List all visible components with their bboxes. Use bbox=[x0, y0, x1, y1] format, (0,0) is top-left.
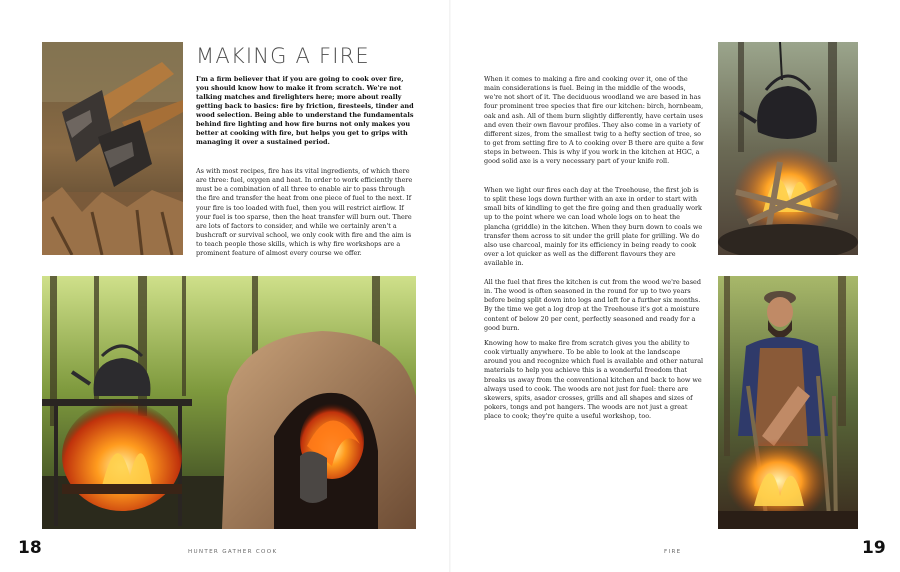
axe-photo bbox=[42, 42, 183, 255]
right-paragraph-1: When it comes to making a fire and cooking over it, one of the main considerations is fuel. Being in the middle of the woods, we're not short of it. The deciduous woodland we are based in has four prominent tree species that fire our kitchen: birch, hornbeam, oak and ash. All of them burn slightly differently, have certain uses and even their own flavour profiles. They also come in a variety of different sizes, from the smallest twig to a hefty section of tree, so to get from setting fire to A to cooking over B there are quite a few steps in between. This is why if you work in the kitchen at HGC, a good solid axe is a very necessary part of your knife roll. bbox=[484, 75, 704, 166]
right-paragraph-4: Knowing how to make fire from scratch gives you the ability to cook virtually anywhere. To be able to look at the landscape around you and recognize which fuel is available and other natural materials to help you achieve this is a wonderful freedom that breaks us away from the conventional kitchen and back to how we always used to cook. The woods are not just for fuel: there are skewers, spits, asador crosses, grills and all shapes and sizes of pokers, tongs and pot hangers. The woods are not just a great place to cook; they're quite a useful workshop, too. bbox=[484, 339, 704, 421]
cook-with-skewers-photo bbox=[718, 276, 858, 529]
right-paragraph-3: All the fuel that fires the kitchen is cut from the wood we're based in. The wood is often seasoned in the round for up to two years before being split down into logs and left for a further six months. By the time we get a log drop at the Treehouse it's got a moisture content of below 20 per cent, perfectly seasoned and ready for a good burn. bbox=[484, 278, 701, 332]
running-head-left: HUNTER GATHER COOK bbox=[188, 549, 278, 555]
running-head-right: FIRE bbox=[664, 549, 682, 555]
page-number-left: 18 bbox=[18, 538, 42, 558]
page-gutter bbox=[449, 0, 451, 572]
right-paragraph-2: When we light our fires each day at the Treehouse, the first job is to split these logs down further with an axe in order to start with small bits of kindling to get the fire going and then gradually work up to the point where we can load whole logs on to heat the plancha (griddle) in the kitchen. When they burn down to coals we transfer them across to sit under the grill plate for grilling. We do also use charcoal, mainly for its efficiency in being ready to cook over a lot quicker as well as the different flavours they are available in. bbox=[484, 186, 703, 268]
lead-paragraph: I'm a firm believer that if you are going to cook over fire, you should know how to make it from scratch. We're not talking matches and firelighters here; more about really getting back to basics: fire by friction, firesteels, tinder and wood selection. Being able to understand the fundamentals behind fire lighting and how fire burns not only makes you better at cooking with fire, but helps you get to grips with managing it over a sustained period. bbox=[196, 75, 414, 147]
kettle-oven-photo bbox=[42, 276, 416, 529]
page-title: MAKING A FIRE bbox=[196, 44, 370, 68]
kettle-campfire-photo bbox=[718, 42, 858, 255]
page-number-right: 19 bbox=[862, 538, 886, 558]
body-paragraph: As with most recipes, fire has its vital ingredients, of which there are three: fuel, oxygen and heat. In order to work efficiently there must be a combination of all three to enable air to pass through the fire and transfer the heat from one piece of fuel to the next. If your fire is too loaded with fuel, then you will restrict airflow. If your fuel is too sparse, then the heat transfer will burn out. There are lots of factors to consider, and while we certainly aren't a bushcraft or survival school, we only cook with fire and the aim is to teach people those skills, which is why fire workshops are a prominent feature of almost every course we offer. bbox=[196, 167, 413, 258]
